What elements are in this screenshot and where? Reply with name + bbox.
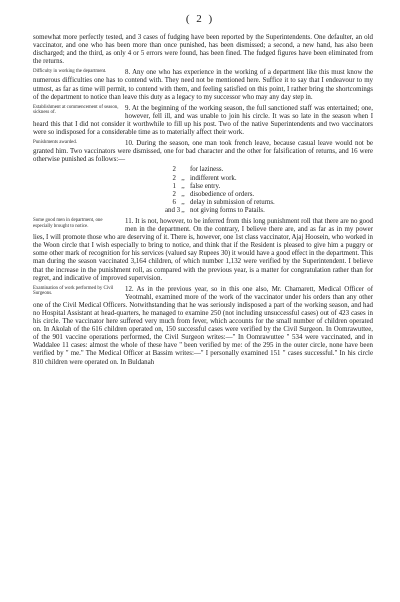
list-item: 2 for laziness. [172, 166, 224, 174]
paragraph-text: 8. Any one who has experience in the working of a department like this must know the numerous difficulties one has to contend with. They need not be mentioned here. Suffice it to say that I endeavour to my utmost, as far as time will permit, to contend with them, and feeling satisfied on this point, I rather bring the shortcomings of the department to notice than leave this duty as a legacy to my successor who may any day step in. [33, 69, 373, 101]
page-number: ( 2 ) [185, 13, 215, 25]
intro-paragraph: somewhat more perfectly tested, and 3 cases of fudging have been reported by the Superintendents. One defaulter, an old vaccinator, and one who has been more than once punished, has been dismissed; a second, a new hand, has also been discharged; and the third, as only 4 or 5 errors were found, has been fined. The fudged figures have been eliminated from the returns. [33, 34, 373, 66]
paragraph-12 [33, 286, 373, 367]
paragraph-text: 9. At the beginning of the working season, the full sanctioned staff was entertained; one, however, fell ill, and was unable to join his circle. It was so late in the season when I heard this that I did not consider it worthwhile to fill up his post. Two of the native Superintendents and two vaccinators were so indisposed for a considerable time as to materially affect their work. [33, 104, 373, 137]
punishment-list [165, 166, 373, 215]
list-item: 1 ,, false entry. [172, 182, 221, 190]
report-body [33, 34, 373, 367]
marginal-note: Difficulty in working the department. [33, 69, 107, 75]
marginal-note: Establishment at commencement of season, sickness of. [33, 104, 119, 116]
paragraph-11 [33, 218, 373, 283]
paragraph-text: 12. As in the previous year, so in this one also, Mr. Chamarett, Medical Officer of Yeotmahl, examined more of the work of the vaccinator under his orders than any other one of the Civil Medical Officers. Notwithstanding that he was seriously indisposed a part of the working season, and had no Hospital Assistant at head-quarters, he managed to examine 250 (not including unsuccessful cases) out of 423 cases in his circle. The vaccinator here suffered very much from fever, which accounts for the small number of children operated on. In Akolah of the 616 children operated on, 150 successful cases were verified by the Civil Surgeon. In Oomrawuttee, of the 901 vaccine operations performed, the Civil Surgeon writes:—" In Oomrawuttee " 534 were vaccinated, and in Waddalee 11 cases: almost the whole of these have " been verified by me: of the 295 in the outer circle, none have been verified by " me." The Medical Officer at Bassim writes:—" I personally examined 151 " cases successful." In his circle 810 children were operated on. In Buldanah [33, 285, 373, 366]
list-item: and 3 ,, not giving forms to Patails. [165, 206, 265, 214]
marginal-note: Examination of work performed by Civil Surgeons. [33, 285, 114, 297]
paragraph-10 [33, 140, 373, 164]
list-item: 6 ,, delay in submission of returns. [172, 198, 275, 206]
marginal-note: Some good men in department, one especially brought to notice. [33, 217, 103, 229]
marginal-note: Punishments awarded. [33, 140, 78, 146]
list-item: 2 ,, indifferent work. [172, 174, 237, 182]
paragraph-text: 11. It is not, however, to be inferred from this long punishment roll that there are no good men in the department. On the contrary, I believe there are, and as far as in my power lies, I will promote those who are deserving of it. There is, however, one 1st class vaccinator, Ajaj Hoosein, who worked in the Woon circle that I wish especially to bring to notice, and think that if the Resident is pleased to give him a puggry or some other mark of recognition for his services (valued say Rupees 30) it would have a good effect in the department. This man during the season vaccinated 3,164 children, of which number 1,132 were verified by the Superintendent. I believe that the increase in the punishment roll, as compared with the previous year, is a matter for congratulation rather than for regret, and indicative of improved supervision. [33, 217, 373, 282]
paragraph-text: 10. During the season, one man took french leave, because casual leave would not be granted him. Two vaccinators were dismissed, one for bad character and the other for falsification of returns, and 16 were otherwise punished as follows:— [33, 140, 373, 164]
paragraph-9 [33, 105, 373, 137]
paragraph-8 [33, 69, 373, 101]
list-item: 2 ,, disobedience of orders. [172, 190, 255, 198]
